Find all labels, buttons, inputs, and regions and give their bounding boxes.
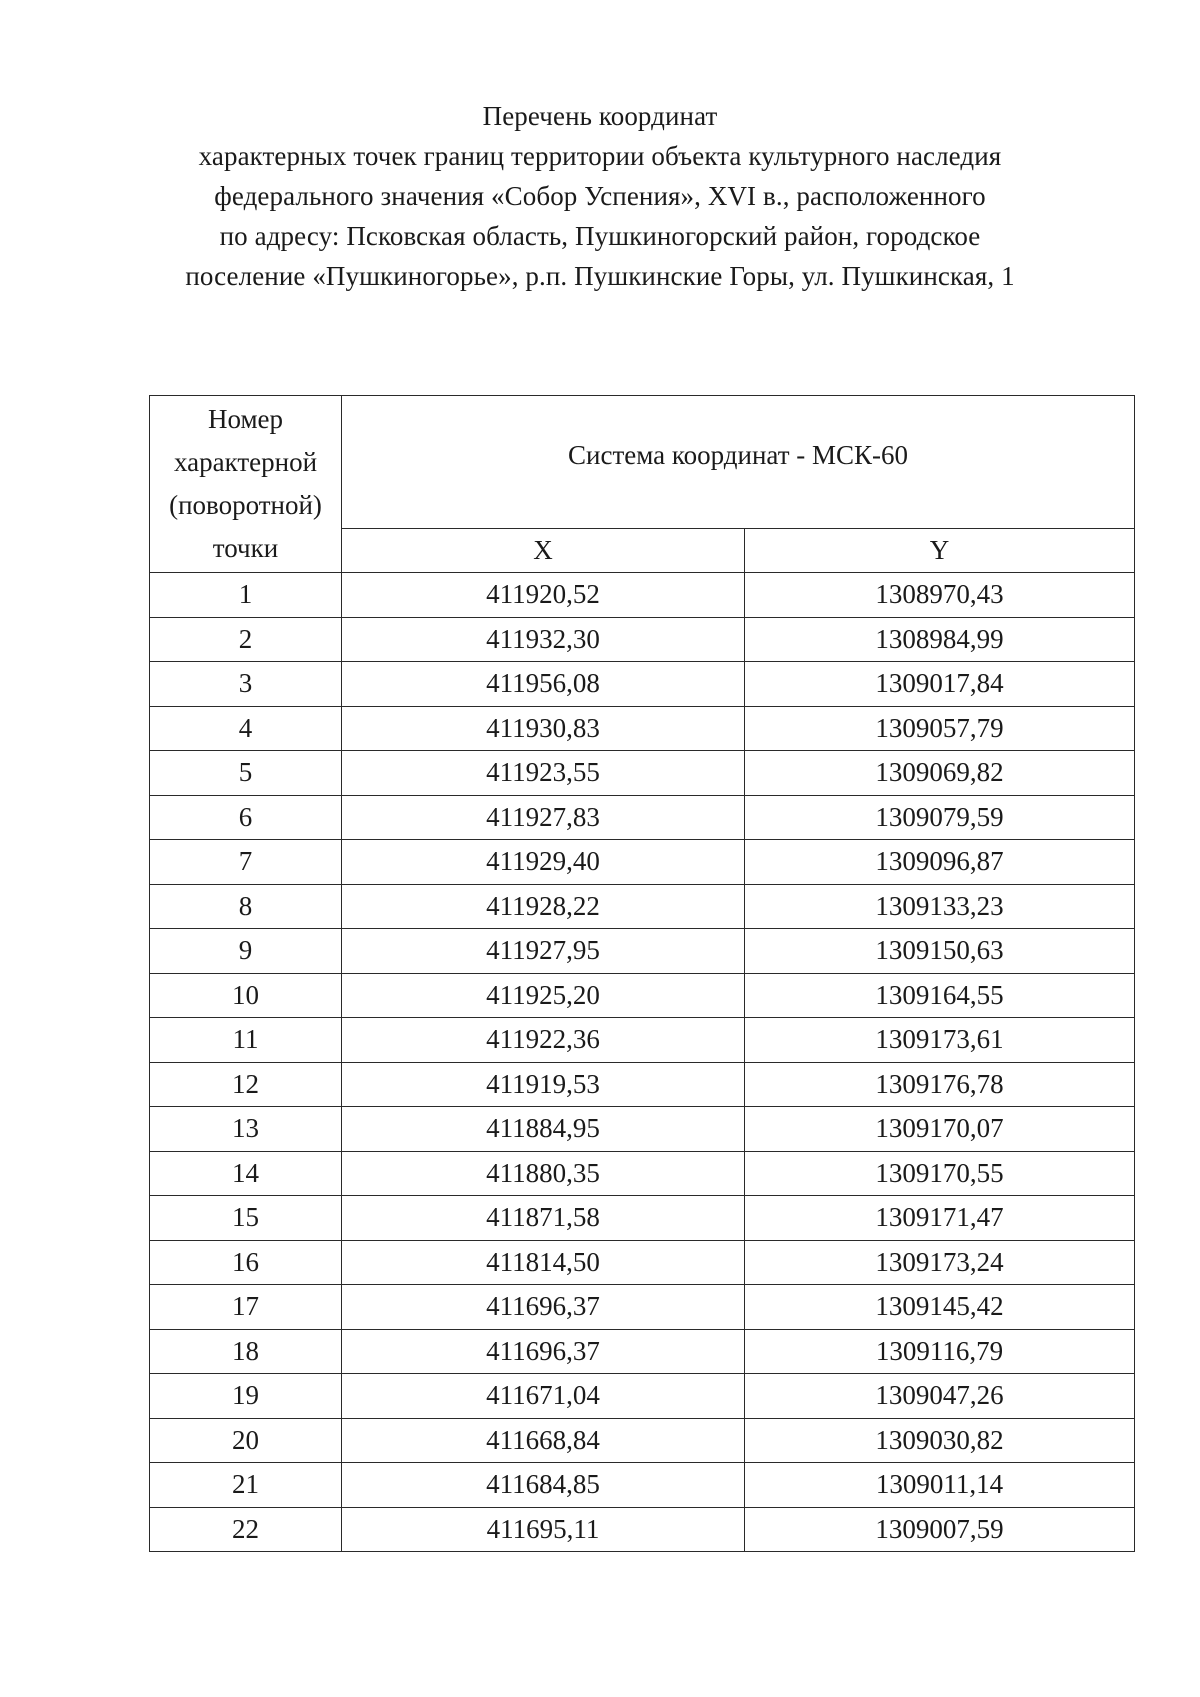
point-number-cell: 19 [150, 1374, 342, 1419]
point-number-cell: 3 [150, 662, 342, 707]
point-number-cell: 14 [150, 1151, 342, 1196]
x-coordinate-cell: 411884,95 [342, 1107, 745, 1152]
x-coordinate-cell: 411668,84 [342, 1418, 745, 1463]
y-coordinate-cell: 1308984,99 [745, 617, 1135, 662]
y-coordinate-cell: 1309057,79 [745, 706, 1135, 751]
point-number-cell: 2 [150, 617, 342, 662]
x-coordinate-cell: 411919,53 [342, 1062, 745, 1107]
point-number-cell: 17 [150, 1285, 342, 1330]
table-row [150, 751, 1135, 796]
table-row [150, 1463, 1135, 1508]
table-row [150, 617, 1135, 662]
point-number-cell: 18 [150, 1329, 342, 1374]
table-row [150, 840, 1135, 885]
title-line: федерального значения «Собор Успения», XVI в., расположенного [214, 181, 986, 211]
x-column-header: X [342, 529, 745, 573]
table-row [150, 1374, 1135, 1419]
point-number-cell: 6 [150, 795, 342, 840]
x-coordinate-cell: 411929,40 [342, 840, 745, 885]
table-row [150, 1240, 1135, 1285]
point-number-header-line: характерной [173, 447, 318, 477]
point-number-cell: 16 [150, 1240, 342, 1285]
y-coordinate-cell: 1309173,24 [745, 1240, 1135, 1285]
y-coordinate-cell: 1309011,14 [745, 1463, 1135, 1508]
y-coordinate-cell: 1309096,87 [745, 840, 1135, 885]
x-coordinate-cell: 411927,83 [342, 795, 745, 840]
point-number-cell: 8 [150, 884, 342, 929]
y-coordinate-cell: 1309047,26 [745, 1374, 1135, 1419]
y-coordinate-cell: 1309116,79 [745, 1329, 1135, 1374]
table-row [150, 929, 1135, 974]
title-line: по адресу: Псковская область, Пушкиногорский район, городское [219, 221, 981, 251]
x-coordinate-cell: 411923,55 [342, 751, 745, 796]
y-coordinate-cell: 1308970,43 [745, 573, 1135, 618]
point-number-cell: 5 [150, 751, 342, 796]
point-number-cell: 13 [150, 1107, 342, 1152]
x-coordinate-cell: 411922,36 [342, 1018, 745, 1063]
point-number-header [150, 396, 342, 573]
table-row [150, 1285, 1135, 1330]
y-coordinate-cell: 1309164,55 [745, 973, 1135, 1018]
y-coordinate-cell: 1309173,61 [745, 1018, 1135, 1063]
y-coordinate-cell: 1309170,07 [745, 1107, 1135, 1152]
table-row [150, 1018, 1135, 1063]
y-coordinate-cell: 1309170,55 [745, 1151, 1135, 1196]
point-number-cell: 9 [150, 929, 342, 974]
x-coordinate-cell: 411696,37 [342, 1329, 745, 1374]
x-coordinate-cell: 411696,37 [342, 1285, 745, 1330]
x-coordinate-cell: 411956,08 [342, 662, 745, 707]
point-number-cell: 15 [150, 1196, 342, 1241]
point-number-cell: 7 [150, 840, 342, 885]
point-number-cell: 12 [150, 1062, 342, 1107]
x-coordinate-cell: 411880,35 [342, 1151, 745, 1196]
document-title [0, 96, 1200, 296]
x-coordinate-cell: 411920,52 [342, 573, 745, 618]
table-row [150, 706, 1135, 751]
y-coordinate-cell: 1309079,59 [745, 795, 1135, 840]
y-coordinate-cell: 1309171,47 [745, 1196, 1135, 1241]
point-number-header-line: Номер [207, 404, 284, 434]
point-number-cell: 11 [150, 1018, 342, 1063]
point-number-header-line: точки [212, 533, 279, 563]
coordinates-table-body [150, 396, 1135, 1552]
point-number-cell: 10 [150, 973, 342, 1018]
x-coordinate-cell: 411928,22 [342, 884, 745, 929]
y-coordinate-cell: 1309030,82 [745, 1418, 1135, 1463]
y-coordinate-cell: 1309133,23 [745, 884, 1135, 929]
y-coordinate-cell: 1309069,82 [745, 751, 1135, 796]
x-coordinate-cell: 411925,20 [342, 973, 745, 1018]
x-coordinate-cell: 411695,11 [342, 1507, 745, 1552]
x-coordinate-cell: 411932,30 [342, 617, 745, 662]
point-number-header-line: (поворотной) [169, 490, 322, 520]
table-row [150, 1062, 1135, 1107]
table-row [150, 573, 1135, 618]
point-number-cell: 1 [150, 573, 342, 618]
table-row [150, 1196, 1135, 1241]
title-line: поселение «Пушкиногорье», р.п. Пушкинские Горы, ул. Пушкинская, 1 [185, 261, 1015, 291]
coordinates-table [149, 395, 1135, 1552]
x-coordinate-cell: 411871,58 [342, 1196, 745, 1241]
table-row [150, 662, 1135, 707]
table-row [150, 1418, 1135, 1463]
y-coordinate-cell: 1309017,84 [745, 662, 1135, 707]
point-number-cell: 4 [150, 706, 342, 751]
table-row [150, 795, 1135, 840]
x-coordinate-cell: 411684,85 [342, 1463, 745, 1508]
title-line: Перечень координат [482, 101, 718, 131]
table-row [150, 1151, 1135, 1196]
y-coordinate-cell: 1309007,59 [745, 1507, 1135, 1552]
table-row [150, 973, 1135, 1018]
y-coordinate-cell: 1309176,78 [745, 1062, 1135, 1107]
table-row [150, 884, 1135, 929]
point-number-cell: 22 [150, 1507, 342, 1552]
table-header-row [150, 396, 1135, 529]
title-line: характерных точек границ территории объекта культурного наследия [198, 141, 1002, 171]
x-coordinate-cell: 411930,83 [342, 706, 745, 751]
point-number-cell: 21 [150, 1463, 342, 1508]
table-row [150, 1107, 1135, 1152]
coordinate-system-header: Система координат - МСК-60 [342, 396, 1135, 529]
y-coordinate-cell: 1309150,63 [745, 929, 1135, 974]
table-row [150, 1329, 1135, 1374]
y-column-header: Y [745, 529, 1135, 573]
x-coordinate-cell: 411814,50 [342, 1240, 745, 1285]
table-row [150, 1507, 1135, 1552]
x-coordinate-cell: 411671,04 [342, 1374, 745, 1419]
point-number-cell: 20 [150, 1418, 342, 1463]
x-coordinate-cell: 411927,95 [342, 929, 745, 974]
y-coordinate-cell: 1309145,42 [745, 1285, 1135, 1330]
